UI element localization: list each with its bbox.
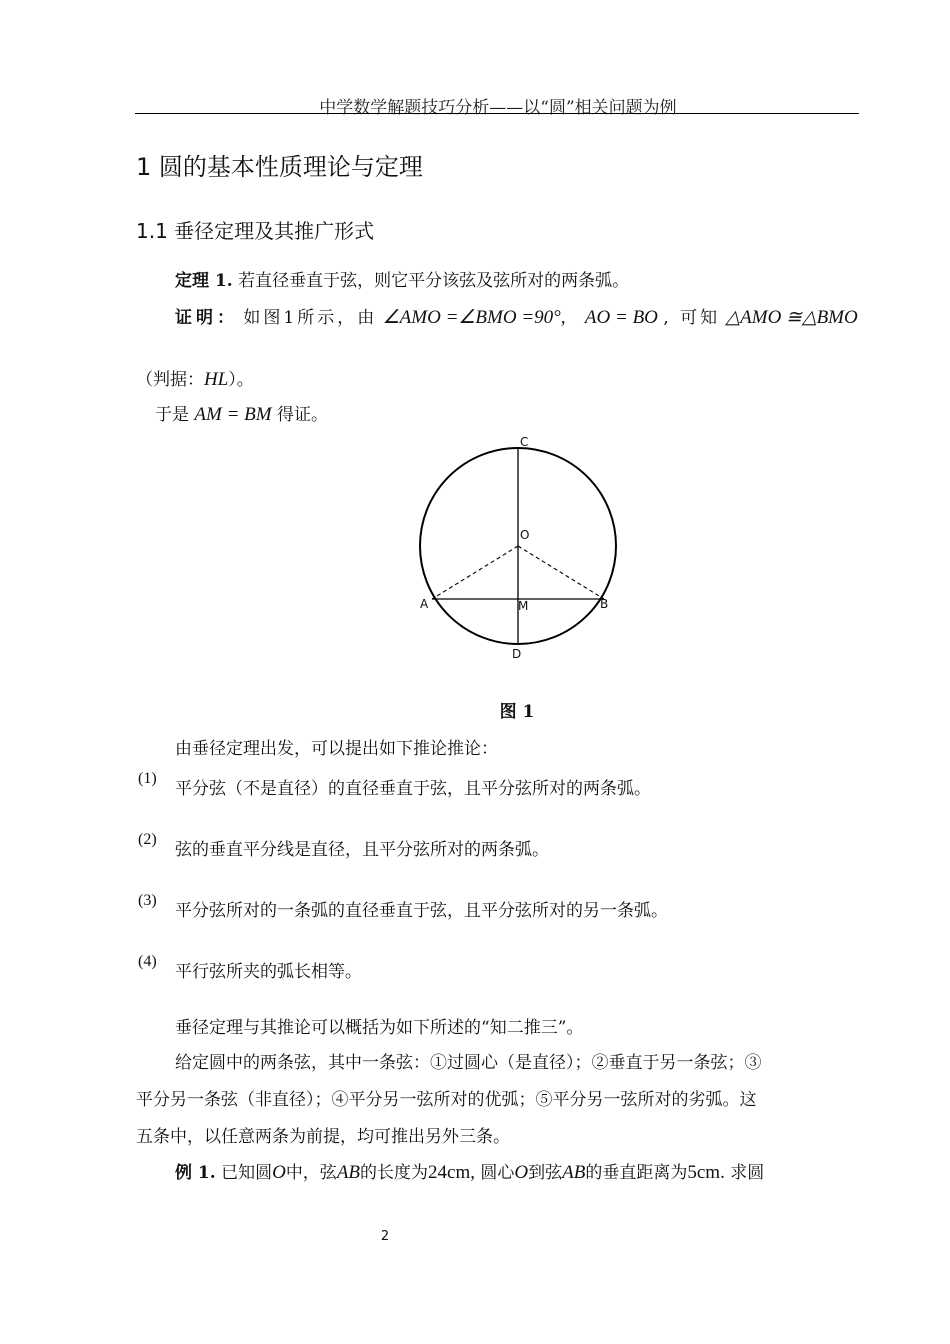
theorem-text: 若直径垂直于弦，则它平分该弦及弦所对的两条弧。 — [238, 271, 630, 291]
corollary-text-2: 弦的垂直平分线是直径，且平分弦所对的两条弧。 — [175, 840, 549, 860]
corollary-number-2: (2) — [138, 831, 157, 848]
proof-line-2: （判据：HL）。 — [136, 369, 254, 390]
header-rule — [135, 113, 859, 114]
label-o: O — [520, 528, 530, 542]
corollary-text-3: 平分弦所对的一条弧的直径垂直于弦，且平分弦所对的另一条弧。 — [175, 901, 668, 921]
proof-line-1 — [175, 303, 858, 329]
running-header: 中学数学解题技巧分析——以“圆”相关问题为例 — [319, 98, 677, 118]
proof-label: 证明： — [175, 308, 238, 328]
example-math-ab2: AB — [562, 1162, 586, 1183]
example-label: 例 1. — [175, 1163, 216, 1183]
paragraph-line-3: 五条中，以任意两条为前提，均可推出另外三条。 — [136, 1127, 510, 1147]
radius-oa — [432, 546, 518, 599]
corollary-number-1: (1) — [138, 770, 157, 787]
theorem-line — [175, 266, 629, 291]
label-d: D — [512, 647, 522, 661]
corollary-text-4: 平行弦所夹的弧长相等。 — [175, 962, 362, 982]
page-number: 2 — [380, 1229, 390, 1244]
proof-math-angles: ∠AMO =∠BMO =90°, — [382, 307, 566, 328]
proof-text-1: 如图1所示，由 — [243, 308, 378, 328]
proof-math-hl: HL — [204, 369, 229, 390]
example-line: 例 1. 已知圆O中，弦AB的长度为24cm, 圆心O到弦AB的垂直距离为5cm. 求圆 — [175, 1162, 765, 1183]
label-b: B — [600, 597, 609, 611]
label-m: M — [518, 599, 529, 613]
corollary-number-4: (4) — [138, 953, 157, 970]
corollary-text-1: 平分弦（不是直径）的直径垂直于弦，且平分弦所对的两条弧。 — [175, 779, 651, 799]
corollary-intro: 由垂径定理出发，可以提出如下推论推论： — [175, 739, 498, 759]
example-math-length: 24cm, — [428, 1162, 475, 1183]
figure-caption: 图 1 — [499, 702, 535, 722]
radius-ob — [518, 546, 604, 599]
label-c: C — [520, 435, 529, 449]
example-math-o: O — [272, 1162, 286, 1183]
paragraph-line-1: 给定圆中的两条弦，其中一条弦：①过圆心（是直径）；②垂直于另一条弦；③ — [175, 1053, 762, 1073]
example-math-distance: 5cm. — [687, 1162, 725, 1183]
proof-math-conclusion: AM = BM — [194, 404, 272, 425]
circle-figure — [400, 425, 640, 665]
proof-text-2: , 可知 — [663, 308, 721, 328]
paragraph-line-2: 平分另一条弦（非直径）；④平分另一弦所对的优弧；⑤平分另一弦所对的劣弧。这 — [136, 1090, 757, 1110]
example-math-o2: O — [514, 1162, 529, 1183]
section-title: 1 圆的基本性质理论与定理 — [136, 153, 423, 181]
proof-math-radii: AO = BO — [584, 307, 658, 328]
example-math-ab: AB — [336, 1162, 361, 1183]
label-a: A — [420, 597, 429, 611]
summary-line: 垂径定理与其推论可以概括为如下所述的“知二推三”。 — [175, 1018, 584, 1038]
corollary-number-3: (3) — [138, 892, 157, 909]
subsection-title: 1.1 垂径定理及其推广形式 — [136, 219, 375, 243]
theorem-label: 定理 1. — [175, 271, 233, 291]
proof-math-congruence: △AMO ≅△BMO — [725, 307, 858, 328]
proof-line-3: 于是 AM = BM 得证。 — [155, 404, 328, 425]
